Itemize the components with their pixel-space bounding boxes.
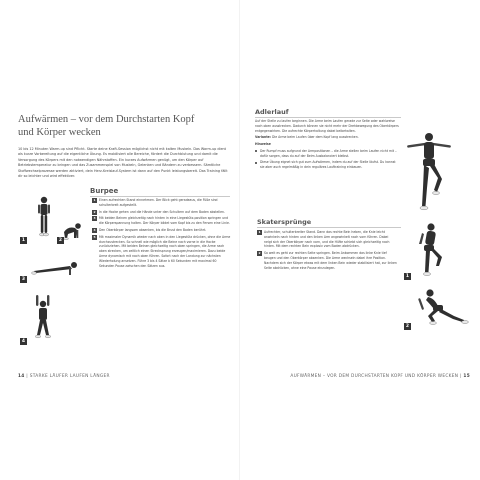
adlerlauf-text — [255, 119, 400, 171]
intro-text — [18, 147, 228, 181]
step-number: 4 — [93, 227, 96, 232]
skater-steps — [257, 230, 397, 272]
list-item — [257, 230, 397, 249]
footer-title-left: STARKE LÄUFER LAUFEN LÄNGER — [29, 374, 110, 379]
footer-right — [290, 374, 470, 379]
burpee-step-badge-4: 4 — [21, 339, 26, 344]
list-item — [257, 251, 397, 270]
list-item — [92, 235, 232, 269]
chapter-title-line-1: Aufwärmen – vor dem Durchstarten Kopf — [18, 114, 195, 125]
skater-figure-2 — [414, 288, 470, 326]
burpee-step-badge-2: 2 — [58, 238, 63, 243]
variant-label: Variante: — [255, 135, 272, 140]
intro-paragraph: 10 bis 12 Minuten Warm-up sind Pflicht. Starte deine Kraft-Session möglichst nicht mit kalten Muskeln. Das Warm-up dient als kurze Vorbereitung auf die eigentliche Übung. Es mobilisiert alle Bereiche, fördert die Durchblutung und damit die Versorgung des Körpers mit den notwendigen Nährstoffen. Ein kurzes Aufwärmen genügt, um den Körper auf Betriebstemperatur zu bringen und das Zusammenspiel von Muskeln, Gelenken und Bändern zu verbessern. Sämtliche Stoffwechselprozesse werden aktiviert, dein Herz-Kreislauf-System ist dann auf den Punkt leistungsbereit. Das Training fällt dir so leichter und wird effektiver. — [18, 147, 228, 179]
list-item — [92, 198, 232, 208]
step-number: 2 — [258, 251, 261, 256]
footer-left — [18, 374, 110, 379]
variant-text: Die Arme beim Laufen über dem Kopf lang ausstrecken. — [272, 135, 359, 140]
step-number: 5 — [93, 234, 96, 239]
footer-separator: | — [26, 374, 30, 379]
step-number: 1 — [258, 230, 261, 234]
footer-separator: | — [459, 374, 464, 379]
adlerlauf-heading-rule — [255, 117, 401, 118]
step-text: Mit maximaler Dynamik wieder nach oben in den Liegestütz drücken, ohne die Arme durchzustrecken. So schnell wie möglich die Beine nach vorne in die Hocke zurückziehen. Mit beiden Beinen gleichzeitig nach oben springen, die Arme nach oben strecken, um zeitlich einen Strecksprung erzeugen/maximieren. Dazu beide Arme dynamisch mit nach oben führen. Sofort nach der Landung zur nächsten Wiederholung ansetzen. Führe 3 bis 4 Sätze à 60 Sekunden mit maximal 60 Sekunden Pause zwischen den Sätzen aus. — [99, 234, 231, 268]
skater-step-badge-2: 2 — [405, 324, 410, 329]
burpee-steps — [92, 198, 232, 270]
burpee-figure-4 — [32, 295, 54, 345]
step-text: Den Oberkörper langsam absenken, bis die Brust den Boden berührt. — [99, 227, 207, 232]
step-text: In die Hocke gehen und die Hände unter den Schultern auf dem Boden abstellen. — [99, 209, 225, 214]
list-item — [92, 228, 232, 233]
page-number-left: 14 — [18, 374, 25, 379]
list-item: Diese Übung eignet sich gut zum Aufwärmen, indem du auf der Stelle läufst. Du kannst sie aber auch regelmäßig in dein reguläres Lauftraining einbauen. — [255, 160, 400, 170]
list-item — [92, 210, 232, 215]
footer-title-right: AUFWÄRMEN – VOR DEM DURCHSTARTEN KOPF UND KÖRPER WECKEN — [290, 374, 459, 379]
burpee-step-badge-1: 1 — [21, 238, 26, 243]
page-number-right: 15 — [463, 374, 470, 379]
step-text: So weit es geht zur rechten Seite springen. Beim Ankommen das linke Knie tief beugen und den Oberkörper absenken. Die Arme wechseln dabei ihre Position. Nachdem sich der Körper etwas mit dem linken Bein wieder stabilisiert hat, zur linken Seite abdrücken, ohne eine Pause einzulegen. — [264, 251, 397, 270]
burpee-step-badge-3: 3 — [21, 277, 26, 282]
burpee-heading: Burpee — [90, 187, 119, 195]
step-number: 2 — [93, 209, 96, 214]
hint-label: Hinweise — [255, 142, 271, 147]
adlerlauf-heading: Adlerlauf — [255, 108, 289, 116]
burpee-figure-1 — [35, 196, 53, 238]
step-number: 3 — [93, 216, 96, 221]
adlerlauf-figure — [405, 128, 453, 216]
skater-heading-rule — [257, 227, 401, 228]
list-item: Der Rumpf muss aufgrund der Armpositionen – die Arme stellen beim Laufen nicht mit – dafür sorgen, dass du auf der Beim Ausbalanciert bleibst. — [255, 149, 400, 159]
step-number: 1 — [93, 198, 96, 202]
step-text: Mit beiden Beinen gleichzeitig nach hinten in eine Liegestütz-position springen und die Körperspannung halten. Der Körper bildet vom Kopf bis zu den Fersen eine Linie. — [99, 216, 230, 226]
burpee-figure-3 — [30, 260, 82, 276]
chapter-title — [18, 113, 228, 139]
list-item — [92, 216, 232, 226]
skater-step-badge-1: 1 — [405, 274, 410, 279]
adlerlauf-description: Auf der Stelle zu laufen beginnen. Die Arme beim Laufen gerade zur Seite oder wahlweise nach oben ausstrecken. Dadurch können sie nicht mehr der Drehbewegung des Oberkörpers entgegenwirken. Die aufrechte Körperhaltung dabei beibehalten. — [255, 119, 399, 133]
skater-figure-1 — [414, 222, 444, 280]
hint-list — [255, 149, 400, 170]
step-text: Aufrechter, schulterbreiter Stand. Dann das rechte Bein heben, die Knie leicht anwinkeln nach hinten und den linken Arm angewinkelt nach vorn führen. Dabei neigt sich der Oberkörper nach vorn, und die Hüfte schiebt sich gleichzeitig nach hinten. Mit dem rechten Bein explosiv vom Boden abdrücken. — [264, 230, 390, 249]
burpee-heading-rule — [90, 196, 230, 197]
step-text: Einen aufrechten Stand einnehmen. Der Blick geht geradeaus, die Füße sind schulterbreit aufgestellt. — [99, 198, 218, 207]
skater-heading: Skatersprünge — [257, 218, 312, 226]
chapter-title-line-2: und Körper wecken — [18, 127, 101, 138]
adlerlauf-variant — [255, 135, 400, 140]
